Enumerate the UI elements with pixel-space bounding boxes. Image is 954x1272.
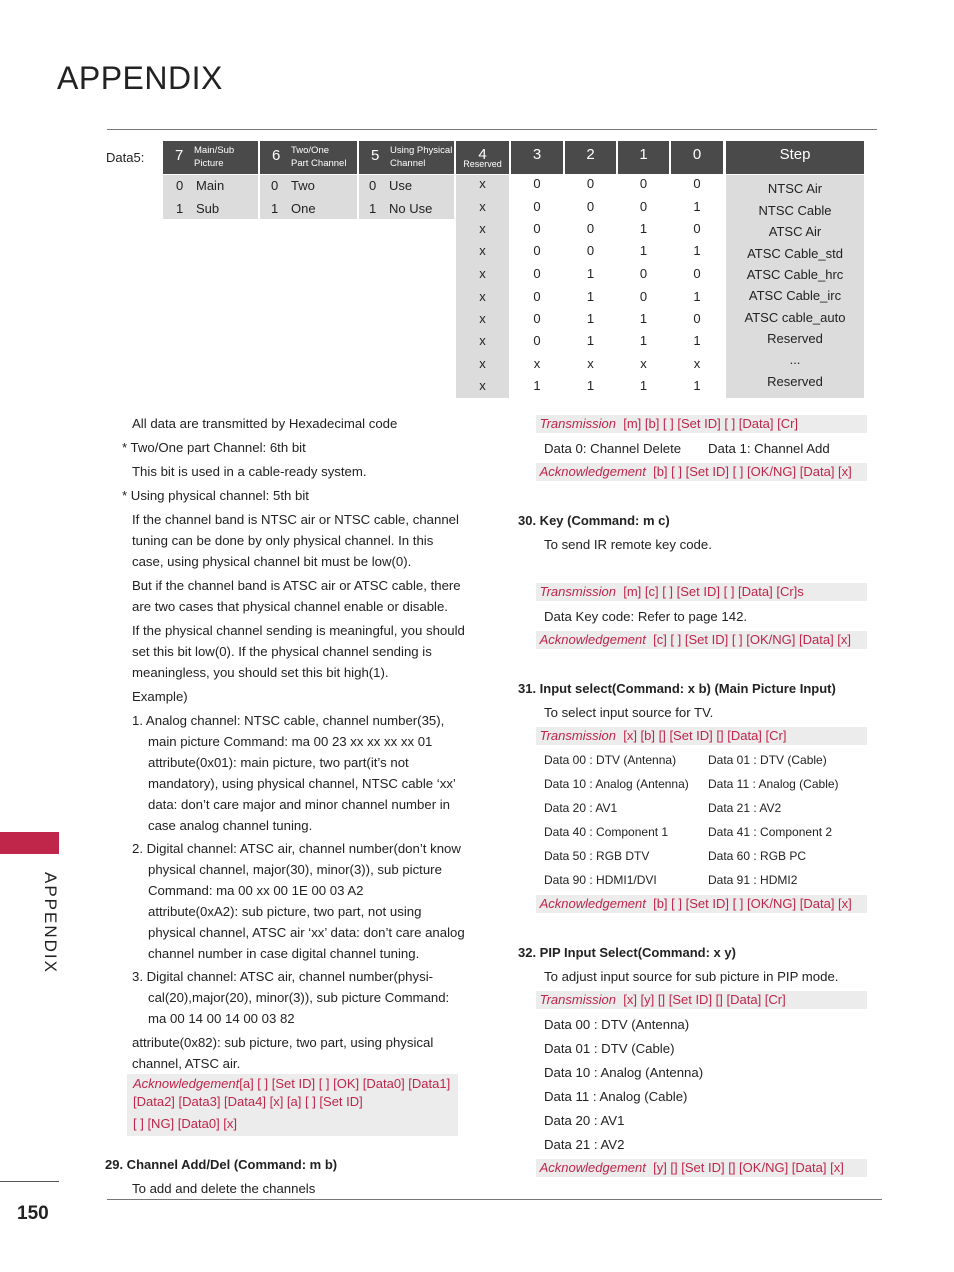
step-cell: ATSC Cable_irc: [748, 288, 842, 303]
step-cell: ATSC Cable_hrc: [746, 267, 844, 282]
bit6-value: 1: [271, 201, 279, 216]
bit2-cell: 0: [586, 199, 595, 214]
body-line: 2. Digital channel: ATSC air, channel number(don’t know: [132, 841, 461, 856]
bit3-cell: 0: [533, 176, 541, 191]
body-line: meaningless, you should set this bit high(1).: [132, 665, 389, 680]
bit-caption: Main/Sub Picture: [194, 145, 235, 169]
bit-number: 7: [175, 147, 184, 164]
body-line: * Two/One part Channel: 6th bit: [122, 440, 306, 455]
bit1-cell: 1: [639, 333, 648, 348]
body-line: set this bit low(0). If the physical channel sending is: [132, 644, 432, 659]
body-line: Example): [132, 689, 188, 704]
body-line: If the channel band is NTSC air or NTSC cable, channel: [132, 512, 459, 527]
header-bit7: [163, 141, 258, 174]
header-bit0: [671, 141, 723, 174]
bit7-meaning: Main: [196, 178, 225, 193]
s32-data-item: Data 21 : AV2: [544, 1137, 625, 1152]
s32-data-item: Data 10 : Analog (Antenna): [544, 1065, 704, 1080]
body-line: If the physical channel sending is meaningful, you should: [132, 623, 465, 638]
bit7-meaning: Sub: [196, 201, 220, 216]
section-30-heading: 30. Key (Command: m c): [518, 513, 670, 528]
body-line: attribute(0xA2): sub picture, two part, not using: [148, 904, 422, 919]
bit3-cell: 1: [533, 378, 541, 393]
bit3-cell: 0: [533, 221, 541, 236]
bit1-cell: 0: [639, 199, 648, 214]
bit4-cell: x: [479, 221, 486, 236]
bit2-cell: x: [587, 356, 594, 371]
s31-data-item: Data 20 : AV1: [544, 801, 618, 815]
bit5-value: 0: [369, 178, 377, 193]
bit3-cell: x: [533, 356, 541, 371]
bit0-cell: 0: [693, 311, 701, 326]
s31-data-item: Data 90 : HDMI1/DVI: [544, 873, 657, 887]
body-line: All data are transmitted by Hexadecimal code: [132, 416, 398, 431]
header-bit5: [359, 141, 454, 174]
step-header-label: Step: [779, 146, 811, 163]
body-line: 3. Digital channel: ATSC air, channel number(physi-: [132, 969, 434, 984]
section-32-description: To adjust input source for sub picture in PIP mode.: [544, 969, 839, 984]
s32-transmission: Transmission [x] [y] [] [Set ID] [] [Data] [Cr]: [536, 991, 867, 1009]
bit4-cell: x: [479, 311, 486, 326]
bit4-cell: x: [479, 333, 486, 348]
bit-caption: Using Physical Channel: [390, 145, 453, 169]
body-line: physical channel, major(30), minor(3)), sub picture: [148, 862, 442, 877]
s29-acknowledgement: Acknowledgement [b] [ ] [Set ID] [ ] [OK/NG] [Data] [x]: [536, 463, 867, 481]
bit2-cell: 1: [586, 333, 595, 348]
section-31-heading: 31. Input select(Command: x b) (Main Picture Input): [518, 681, 836, 696]
bit0-cell: 0: [693, 221, 701, 236]
bit5-meaning: No Use: [389, 201, 433, 216]
bit2-cell: 0: [586, 176, 595, 191]
page-number: 150: [17, 1203, 49, 1224]
body-line: attribute(0x01): main picture, two part(it’s not: [148, 755, 409, 770]
bit3-cell: 0: [533, 333, 541, 348]
bit-number: 4: [478, 146, 487, 163]
s30-acknowledgement: Acknowledgement [c] [ ] [Set ID] [ ] [OK/NG] [Data] [x]: [536, 631, 867, 649]
s32-data-item: Data 11 : Analog (Cable): [544, 1089, 688, 1104]
body-line: channel number in case digital channel tuning.: [148, 946, 420, 961]
bit-caption: Two/One Part Channel: [291, 145, 347, 169]
body-line: channel, ATSC air.: [132, 1056, 241, 1071]
s31-data-item: Data 40 : Component 1: [544, 825, 669, 839]
bit0-cell: 1: [693, 199, 701, 214]
step-cell: ATSC Cable_std: [747, 246, 843, 261]
step-cell: ATSC Air: [768, 224, 822, 239]
step-cell: ATSC cable_auto: [744, 310, 846, 325]
bit4-cell: x: [479, 289, 486, 304]
header-bit2: [565, 141, 616, 174]
bit2-cell: 0: [586, 221, 595, 236]
bit3-cell: 0: [533, 289, 541, 304]
bit4-cell: x: [479, 378, 486, 393]
bit6-meaning: Two: [291, 178, 315, 193]
body-line: Command: ma 00 xx 00 1E 00 03 A2: [148, 883, 364, 898]
ack-line: [ ] [NG] [Data0] [x]: [133, 1116, 238, 1131]
bit4-cell: x: [479, 356, 486, 371]
header-bit1: [618, 141, 669, 174]
bit1-cell: 0: [639, 289, 648, 304]
ack-label: Acknowledgement[a] [ ] [Set ID] [ ] [OK] [Data0] [Data1]: [133, 1076, 451, 1091]
body-line: main picture Command: ma 00 23 xx xx xx xx 01: [148, 734, 433, 749]
bit1-cell: 1: [639, 311, 648, 326]
s31-data-item: Data 11 : Analog (Cable): [708, 777, 839, 791]
page-number-rule: [0, 1181, 59, 1182]
body-line: This bit is used in a cable-ready system.: [132, 464, 367, 479]
bit2-cell: 1: [586, 289, 595, 304]
bit0-cell: 1: [693, 333, 701, 348]
bit7-value: 0: [176, 178, 184, 193]
s31-data-item: Data 00 : DTV (Antenna): [544, 753, 677, 767]
s32-data-item: Data 00 : DTV (Antenna): [544, 1017, 690, 1032]
body-line: But if the channel band is ATSC air or ATSC cable, there: [132, 578, 461, 593]
step-cell: NTSC Air: [767, 181, 823, 196]
bit5-value: 1: [369, 201, 377, 216]
s32-data-item: Data 20 : AV1: [544, 1113, 625, 1128]
s32-acknowledgement: Acknowledgement [y] [] [Set ID] [] [OK/NG] [Data] [x]: [536, 1159, 867, 1177]
bit1-cell: x: [640, 356, 647, 371]
s31-data-item: Data 21 : AV2: [708, 801, 782, 815]
bit0-cell: 1: [693, 243, 701, 258]
bit4-cell: x: [479, 176, 486, 191]
ack-line: [Data2] [Data3] [Data4] [x] [a] [ ] [Set ID]: [133, 1094, 363, 1109]
bit1-cell: 1: [639, 221, 648, 236]
header-bit4: [456, 141, 509, 174]
bit2-cell: 1: [586, 378, 595, 393]
table-row-label: Data5:: [106, 150, 145, 165]
bit1-cell: 0: [639, 266, 648, 281]
section-30-description: To send IR remote key code.: [544, 537, 712, 552]
step-cell: Reserved: [767, 374, 823, 389]
body-line: tuning can be done by only physical channel. In this: [132, 533, 434, 548]
body-line: cal(20),major(20), minor(3)), sub picture Command:: [148, 990, 450, 1005]
body-line: ma 00 14 00 14 00 03 82: [148, 1011, 295, 1026]
bit-number: 0: [692, 146, 702, 163]
bit1-cell: 0: [639, 176, 648, 191]
s31-data-item: Data 41 : Component 2: [708, 825, 833, 839]
bit4-cell: x: [479, 266, 486, 281]
page-title: APPENDIX: [57, 60, 223, 96]
bit0-cell: 1: [693, 289, 701, 304]
bit0-cell: 0: [693, 176, 701, 191]
body-line: 1. Analog channel: NTSC cable, channel number(35),: [132, 713, 445, 728]
body-line: case, using physical channel bit must be low(0).: [132, 554, 412, 569]
step-cell: ...: [789, 352, 801, 367]
bit-number: 5: [371, 147, 380, 164]
bit6-meaning: One: [291, 201, 316, 216]
s29-data1: Data 1: Channel Add: [708, 441, 830, 456]
bit6-value: 0: [271, 178, 279, 193]
bit4-cell: x: [479, 199, 486, 214]
bit-number: 6: [272, 147, 281, 164]
section-31-description: To select input source for TV.: [544, 705, 714, 720]
s31-acknowledgement: Acknowledgement [b] [ ] [Set ID] [ ] [OK/NG] [Data] [x]: [536, 895, 867, 913]
section-32-heading: 32. PIP Input Select(Command: x y): [518, 945, 736, 960]
s31-transmission: Transmission [x] [b] [] [Set ID] [] [Data] [Cr]: [536, 727, 867, 745]
top-rule: [107, 129, 877, 130]
s31-data-item: Data 10 : Analog (Antenna): [544, 777, 689, 791]
body-line: mandatory), using physical channel, NTSC cable ‘xx’: [148, 776, 456, 791]
body-line: attribute(0x82): sub picture, two part, using physical: [132, 1035, 434, 1050]
ack-line: [a] [ ] [Set ID] [ ] [OK] [Data0] [Data1]: [239, 1076, 451, 1091]
s32-data-item: Data 01 : DTV (Cable): [544, 1041, 675, 1056]
section-29-heading: 29. Channel Add/Del (Command: m b): [105, 1157, 338, 1172]
step-cell: NTSC Cable: [758, 203, 832, 218]
bit4-cell: x: [479, 243, 486, 258]
body-line: are two cases that physical channel enable or disable.: [132, 599, 448, 614]
body-line: physical channel, ATSC air ‘xx’ data: don’t care analog: [148, 925, 465, 940]
bit0-cell: 1: [693, 378, 701, 393]
bit2-cell: 1: [586, 311, 595, 326]
s31-data-item: Data 91 : HDMI2: [708, 873, 798, 887]
bit7-value: 1: [176, 201, 184, 216]
body-line: data: don’t care major and minor channel number in: [148, 797, 451, 812]
bit0-cell: 0: [693, 266, 701, 281]
bit3-cell: 0: [533, 199, 541, 214]
bit3-cell: 0: [533, 266, 541, 281]
bit2-cell: 1: [586, 266, 595, 281]
s30-transmission: Transmission [m] [c] [ ] [Set ID] [ ] [Data] [Cr]s: [536, 583, 867, 601]
s31-data-item: Data 01 : DTV (Cable): [708, 753, 827, 767]
bit-number: 3: [532, 146, 542, 163]
bit0-cell: x: [693, 356, 701, 371]
section-tab-marker: [0, 832, 59, 854]
bit1-cell: 1: [639, 378, 648, 393]
s31-data-item: Data 60 : RGB PC: [708, 849, 807, 863]
bit3-cell: 0: [533, 311, 541, 326]
body-line: * Using physical channel: 5th bit: [122, 488, 309, 503]
body-line: case analog channel tuning.: [148, 818, 313, 833]
header-step: [726, 141, 864, 174]
bit5-meaning: Use: [389, 178, 413, 193]
side-section-label-text: APPENDIX: [41, 872, 60, 974]
bit1-cell: 1: [639, 243, 648, 258]
side-section-label: [20, 872, 80, 972]
bit-number: 1: [639, 146, 648, 163]
s29-transmission: Transmission [m] [b] [ ] [Set ID] [ ] [Data] [Cr]: [536, 415, 867, 433]
s30-data: Data Key code: Refer to page 142.: [544, 609, 748, 624]
bit-caption: Reserved: [463, 159, 502, 169]
bottom-rule: [107, 1199, 882, 1200]
bit3-cell: 0: [533, 243, 541, 258]
s31-data-item: Data 50 : RGB DTV: [544, 849, 650, 863]
step-cell: Reserved: [767, 331, 823, 346]
s29-data0: Data 0: Channel Delete: [544, 441, 682, 456]
header-bit3: [511, 141, 563, 174]
bit-number: 2: [586, 146, 595, 163]
section-29-description: To add and delete the channels: [132, 1181, 316, 1196]
header-bit6: [260, 141, 357, 174]
bit2-cell: 0: [586, 243, 595, 258]
